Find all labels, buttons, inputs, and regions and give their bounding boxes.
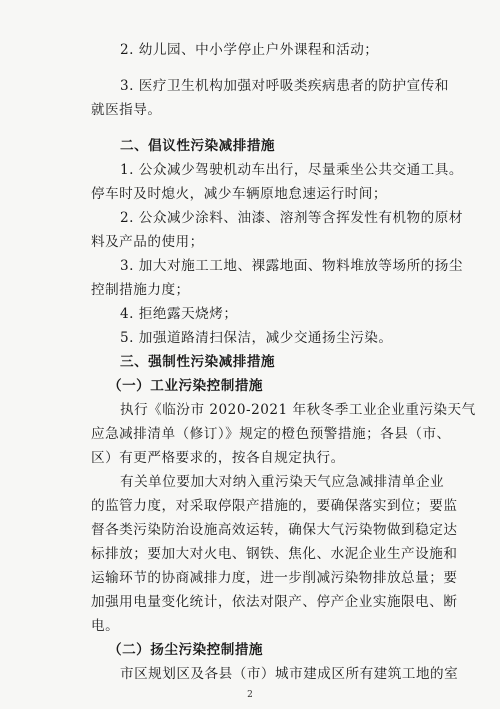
page-number: 2 [247, 690, 253, 700]
text-line: 市区规划区及各县（市）城市建成区所有建筑工地的室 [120, 666, 459, 682]
text-line: 的监管力度，对采取停限产措施的，要确保落实到位；要监 [91, 498, 458, 514]
section-heading: 二、倡议性污染减排措施 [120, 138, 276, 154]
text-line: 3. 加大对施工工地、裸露地面、物料堆放等场所的扬尘 [120, 258, 463, 274]
text-line: 2. 公众减少涂料、油漆、溶剂等含挥发性有机物的原材 [120, 210, 463, 226]
text-line: 运输环节的协商减排力度，进一步削减污染物排放总量；要 [91, 570, 458, 586]
text-line: 加强用电量变化统计，依法对限产、停产企业实施限电、断 [91, 594, 458, 610]
text-line: 停车时及时熄火，减少车辆原地怠速运行时间； [91, 186, 387, 202]
text-line: 3. 医疗卫生机构加强对呼吸类疾病患者的防护宣传和 [120, 78, 449, 94]
text-line: 2. 幼儿园、中小学停止户外课程和活动； [120, 42, 379, 58]
text-line: 控制措施力度； [91, 282, 190, 298]
text-line: 督各类污染防治设施高效运转，确保大气污染物做到稳定达 [91, 522, 458, 538]
text-line: 区）有更严格要求的，按各自规定执行。 [91, 450, 345, 466]
section-heading: 三、强制性污染减排措施 [120, 354, 276, 370]
text-line: 执行《临汾市 2020-2021 年秋冬季工业企业重污染天气 [120, 402, 476, 418]
text-line: 4. 拒绝露天烧烤； [120, 306, 238, 322]
text-line: 料及产品的使用； [91, 234, 204, 250]
text-line: 有关单位要加大对纳入重污染天气应急减排清单企业 [120, 474, 445, 490]
section-heading: （一）工业污染控制措施 [108, 378, 264, 394]
text-line: 标排放；要加大对火电、钢铁、焦化、水泥企业生产设施和 [91, 546, 458, 562]
text-line: 应急减排清单（修订）》规定的橙色预警措施；各县（市、 [91, 426, 451, 442]
text-line: 就医指导。 [91, 102, 162, 118]
section-heading: （二）扬尘污染控制措施 [108, 642, 264, 658]
text-line: 5. 加强道路清扫保洁，减少交通扬尘污染。 [120, 330, 393, 346]
text-line: 电。 [91, 618, 120, 634]
text-line: 1. 公众减少驾驶机动车出行，尽量乘坐公共交通工具。 [120, 162, 463, 178]
